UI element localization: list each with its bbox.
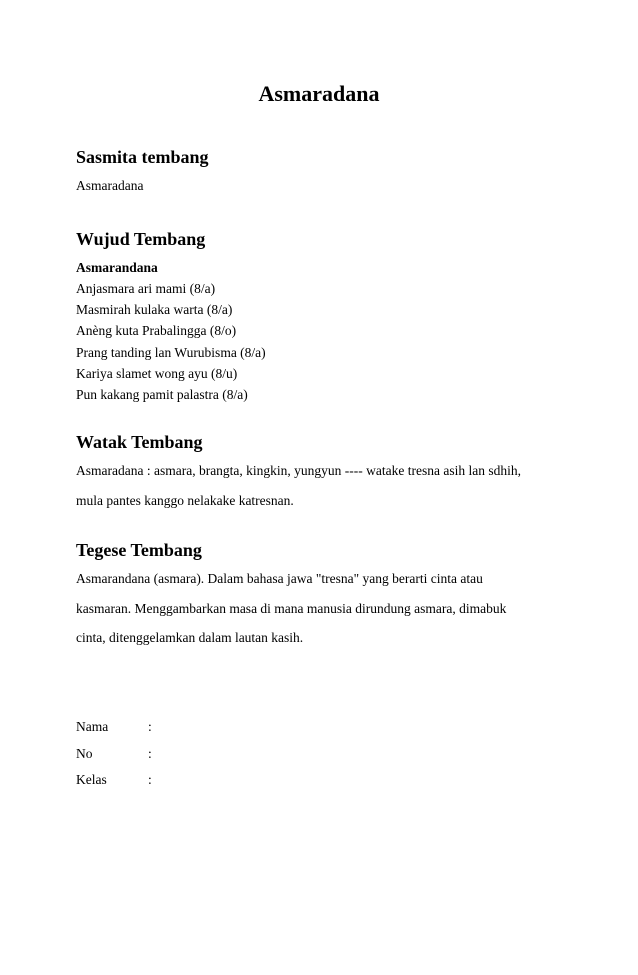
tegese-line: Asmarandana (asmara). Dalam bahasa jawa "tresna" yang berarti cinta atau xyxy=(76,571,483,586)
watak-line: Asmaradana : asmara, brangta, kingkin, yungyun ---- watake tresna asih lan sdhih, xyxy=(76,463,521,478)
heading-sasmita: Sasmita tembang xyxy=(76,147,209,167)
nama-colon: : xyxy=(148,719,152,734)
poem-line: Prang tanding lan Wurubisma (8/a) xyxy=(76,345,266,360)
info-row-kelas xyxy=(76,771,152,789)
heading-tegese: Tegese Tembang xyxy=(76,540,202,560)
kelas-colon: : xyxy=(148,772,152,787)
tegese-line: cinta, ditenggelamkan dalam lautan kasih. xyxy=(76,630,304,645)
kelas-label: Kelas xyxy=(76,772,107,787)
info-row-nama xyxy=(76,718,152,736)
sasmita-text: Asmaradana xyxy=(76,178,144,193)
watak-paragraph xyxy=(76,456,566,515)
no-label: No xyxy=(76,746,93,761)
document-title: Asmaradana xyxy=(258,81,380,106)
nama-label: Nama xyxy=(76,719,109,734)
poem-line: Anjasmara ari mami (8/a) xyxy=(76,281,216,296)
info-row-no xyxy=(76,745,152,763)
poem-line: Masmirah kulaka warta (8/a) xyxy=(76,302,233,317)
tegese-line: kasmaran. Menggambarkan masa di mana manusia dirundung asmara, dimabuk xyxy=(76,600,507,616)
poem-line: Kariya slamet wong ayu (8/u) xyxy=(76,366,238,381)
poem-line: Anèng kuta Prabalingga (8/o) xyxy=(76,323,237,338)
poem-title: Asmarandana xyxy=(76,260,158,275)
heading-wujud: Wujud Tembang xyxy=(76,229,206,249)
no-colon: : xyxy=(148,746,152,761)
watak-line: mula pantes kanggo nelakake katresnan. xyxy=(76,492,294,508)
tegese-paragraph xyxy=(76,564,566,653)
poem-line: Pun kakang pamit palastra (8/a) xyxy=(76,387,248,402)
heading-watak: Watak Tembang xyxy=(76,432,203,452)
